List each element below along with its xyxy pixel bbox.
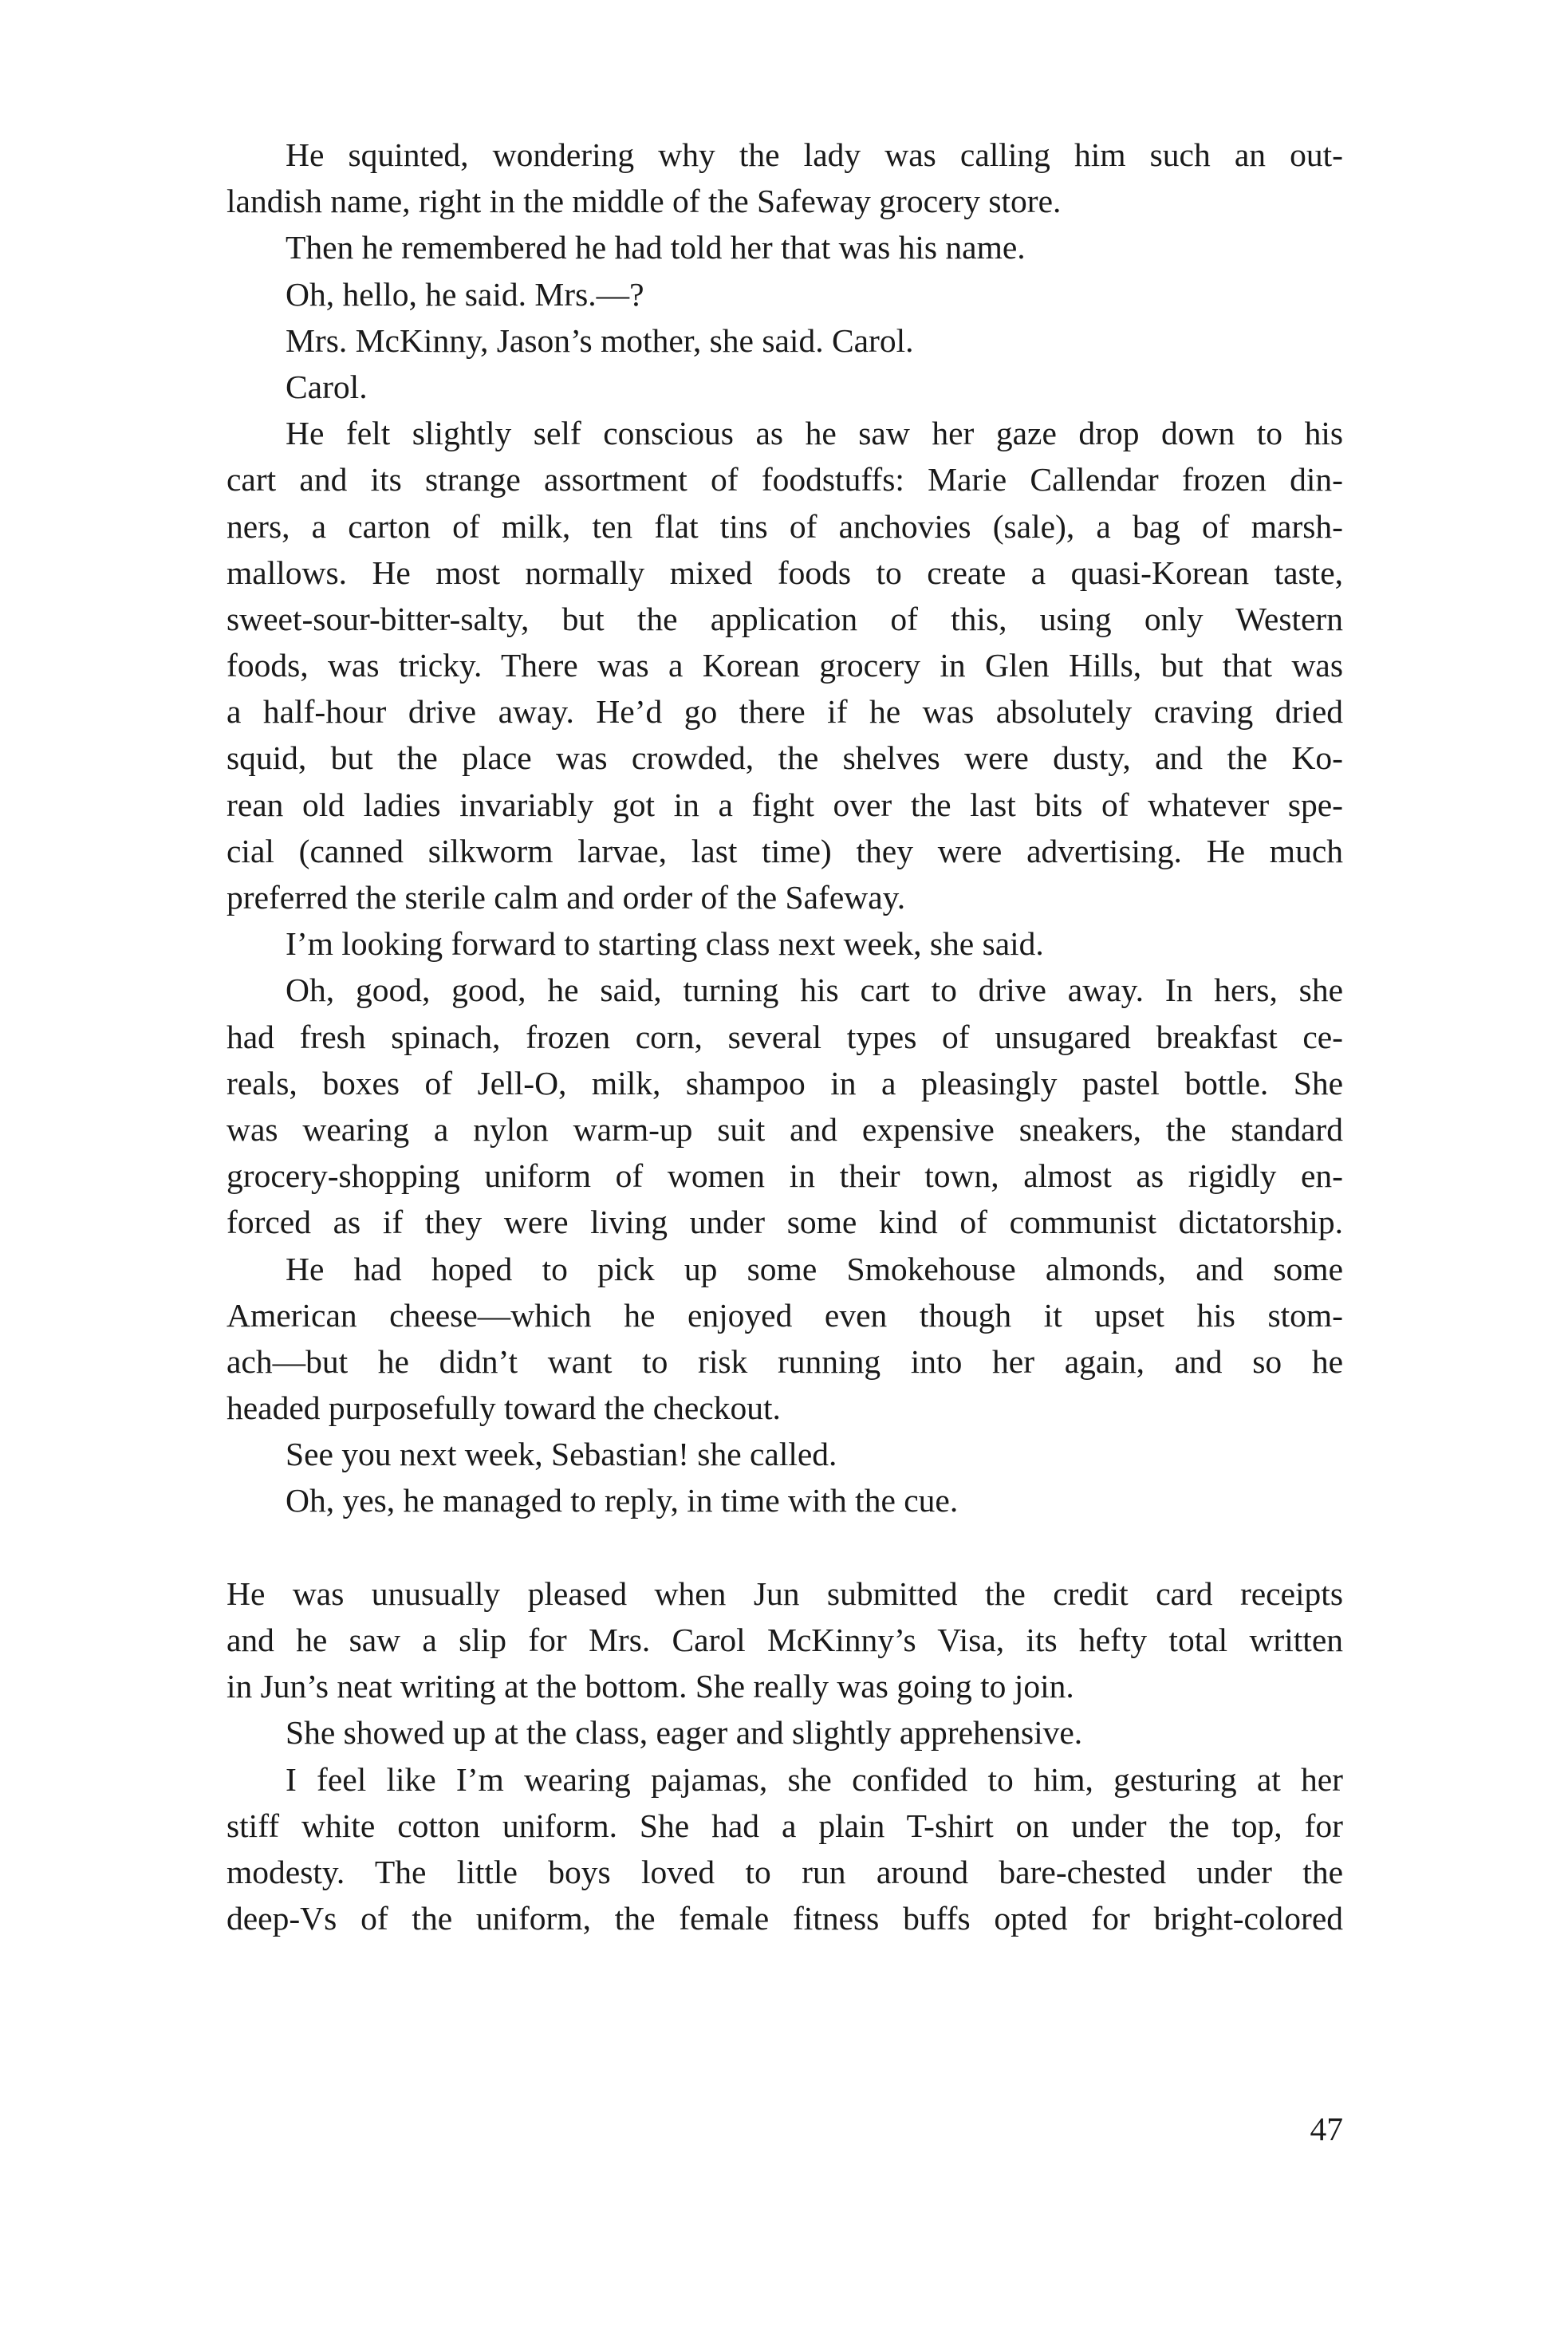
text-line: See you next week, Sebastian! she called.	[286, 1436, 837, 1473]
page-number: 47	[1310, 2110, 1343, 2147]
text-line: Oh, good, good, he said, turning his cart to drive away. In hers, she	[286, 971, 1343, 1009]
text-line: He had hoped to pick up some Smokehouse almonds, and some	[286, 1250, 1343, 1287]
body-text	[227, 132, 1343, 1941]
text-line: mallows. He most normally mixed foods to create a quasi-Korean taste,	[227, 554, 1343, 591]
text-line: had fresh spinach, frozen corn, several types of unsugared breakfast ce-	[227, 1018, 1343, 1055]
text-line: I’m looking forward to starting class next week, she said.	[286, 925, 1044, 963]
text-line: a half-hour drive away. He’d go there if he was absolutely craving dried	[227, 693, 1343, 731]
text-line: stiff white cotton uniform. She had a plain T-shirt on under the top, for	[227, 1807, 1343, 1844]
text-line: cart and its strange assortment of foodstuffs: Marie Callendar frozen din-	[227, 461, 1343, 499]
text-line: Then he remembered he had told her that was his name.	[286, 229, 1026, 266]
text-line: He was unusually pleased when Jun submitted the credit card receipts	[227, 1574, 1343, 1612]
text-line: cial (canned silkworm larvae, last time) they were advertising. He much	[227, 832, 1343, 869]
text-line: He felt slightly self conscious as he saw her gaze drop down to his	[286, 415, 1343, 452]
text-line: He squinted, wondering why the lady was calling him such an out-	[286, 136, 1343, 173]
text-line: grocery-shopping uniform of women in their town, almost as rigidly en-	[227, 1157, 1343, 1195]
text-line: Mrs. McKinny, Jason’s mother, she said. Carol.	[286, 321, 914, 359]
text-line: foods, was tricky. There was a Korean grocery in Glen Hills, but that was	[227, 647, 1343, 684]
text-line: ach—but he didn’t want to risk running into her again, and so he	[227, 1342, 1343, 1380]
text-line: landish name, right in the middle of the Safeway grocery store.	[227, 183, 1062, 220]
text-line: was wearing a nylon warm-up suit and expensive sneakers, the standard	[227, 1110, 1343, 1148]
text-line: squid, but the place was crowded, the shelves were dusty, and the Ko-	[227, 739, 1343, 777]
text-line: Carol.	[286, 368, 368, 405]
text-line: and he saw a slip for Mrs. Carol McKinny’s Visa, its hefty total written	[227, 1622, 1343, 1658]
text-line: headed purposefully toward the checkout.	[227, 1389, 781, 1427]
text-line: in Jun’s neat writing at the bottom. She really was going to join.	[227, 1668, 1074, 1705]
text-line: reals, boxes of Jell-O, milk, shampoo in a pleasingly pastel bottle. She	[227, 1064, 1343, 1102]
text-line: rean old ladies invariably got in a fight over the last bits of whatever spe-	[227, 786, 1343, 823]
text-line: forced as if they were living under some kind of communist dictatorship.	[227, 1204, 1343, 1241]
text-line: ners, a carton of milk, ten flat tins of anchovies (sale), a bag of marsh-	[227, 507, 1343, 545]
text-line: sweet-sour-bitter-salty, but the application of this, using only Western	[227, 600, 1343, 637]
text-line: preferred the sterile calm and order of the Safeway.	[227, 879, 906, 916]
text-line: American cheese—which he enjoyed even though it upset his stom-	[227, 1296, 1343, 1334]
text-line: modesty. The little boys loved to run around bare-chested under the	[227, 1853, 1343, 1890]
text-line: deep-Vs of the uniform, the female fitness buffs opted for bright-colored	[227, 1900, 1343, 1937]
text-line: Oh, hello, he said. Mrs.—?	[286, 275, 644, 313]
text-line: I feel like I’m wearing pajamas, she confided to him, gesturing at her	[286, 1760, 1343, 1798]
text-line: She showed up at the class, eager and slightly apprehensive.	[286, 1714, 1083, 1752]
text-line: Oh, yes, he managed to reply, in time with the cue.	[286, 1482, 959, 1519]
